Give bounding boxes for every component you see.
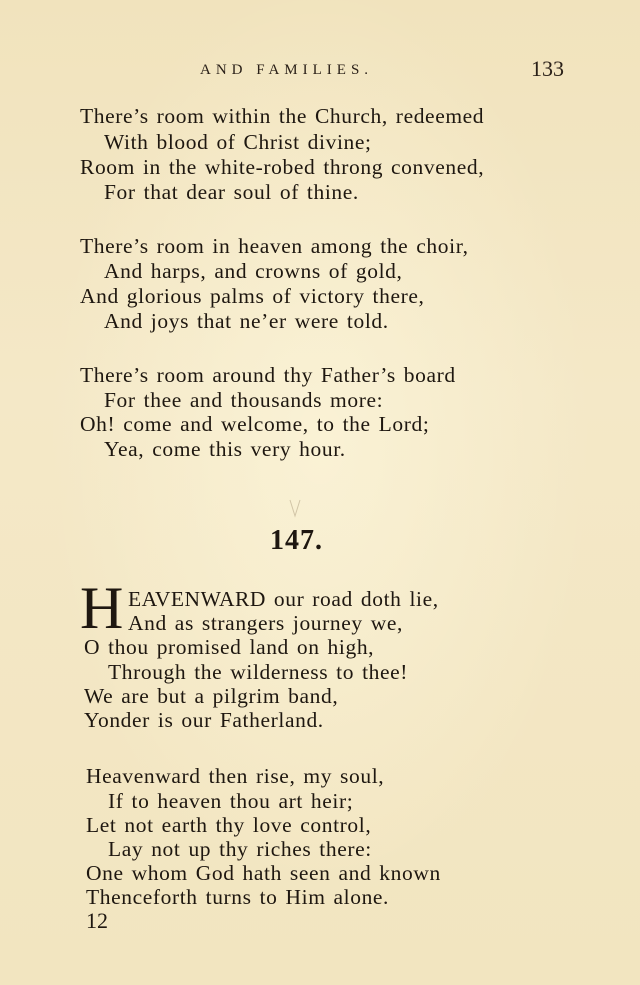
verse-line: We are but a pilgrim band, [84, 684, 339, 708]
running-head: AND FAMILIES. [200, 62, 374, 78]
verse-line: Thenceforth turns to Him alone. [86, 885, 390, 909]
verse-line: For thee and thousands more: [104, 388, 384, 412]
verse-line: And joys that ne’er were told. [104, 309, 389, 333]
hymn-number: 147. [270, 525, 323, 556]
verse-line: And as strangers journey we, [128, 611, 403, 635]
verse-line-first [128, 587, 439, 612]
verse-line: Yea, come this very hour. [104, 437, 346, 461]
verse-line: Room in the white-robed throng convened, [80, 155, 485, 179]
verse-line: If to heaven thou art heir; [108, 789, 354, 813]
verse-line: With blood of Christ divine; [104, 130, 372, 154]
page-number: 133 [531, 56, 564, 81]
signature-mark: 12 [86, 908, 108, 933]
verse-line: There’s room in heaven among the choir, [80, 234, 469, 258]
verse-line: One whom God hath seen and known [86, 861, 441, 885]
first-line-rest: our road doth lie, [265, 587, 439, 611]
verse-line: Heavenward then rise, my soul, [86, 764, 385, 788]
verse-line: O thou promised land on high, [84, 635, 375, 659]
verse-line: Yonder is our Fatherland. [84, 708, 324, 732]
verse-line: There’s room within the Church, redeemed [80, 104, 485, 128]
verse-line: Let not earth thy love control, [86, 813, 372, 837]
faint-mark [288, 498, 302, 518]
first-word: EAVENWARD [128, 587, 266, 611]
drop-cap: H [80, 575, 124, 641]
verse-line: There’s room around thy Father’s board [80, 363, 456, 387]
verse-line: Lay not up thy riches there: [108, 837, 372, 861]
verse-line: Through the wilderness to thee! [108, 660, 409, 684]
verse-line: And harps, and crowns of gold, [104, 259, 403, 283]
verse-line: And glorious palms of victory there, [80, 284, 425, 308]
verse-line: For that dear soul of thine. [104, 180, 359, 204]
verse-line: Oh! come and welcome, to the Lord; [80, 412, 430, 436]
